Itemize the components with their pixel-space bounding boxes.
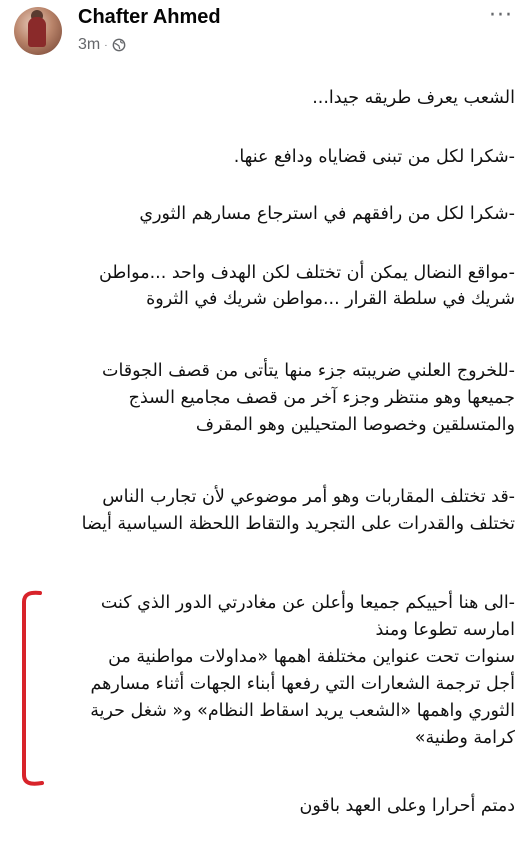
post-time[interactable]: 3m — [78, 36, 101, 53]
post-line: -الى هنا أحييكم جميعا وأعلن عن مغادرتي الدور الذي كنت — [100, 593, 515, 613]
avatar-figure — [28, 17, 46, 47]
post-meta — [78, 36, 126, 54]
post-line: جميعها وهو منتظر وجزء آخر من قصف مجاميع السذج — [128, 388, 515, 408]
post-line: سنوات تحت عنواين مختلفة اهمها «مداولات مواطنية من — [108, 647, 515, 667]
post-header — [0, 0, 529, 60]
more-options-icon[interactable]: ··· — [489, 3, 513, 28]
post-line: -مواقع النضال يمكن أن تختلف لكن الهدف واحد ...مواطن — [99, 263, 515, 283]
post-line: والمتسلقين وخصوصا المتحيلين وهو المقرف — [195, 415, 515, 435]
post-line: -شكرا لكل من رافقهم في استرجاع مسارهم الثوري — [139, 204, 515, 224]
post-line: كرامة وطنية» — [414, 728, 515, 748]
red-bracket-annotation — [16, 590, 46, 790]
post-line: -قد تختلف المقاربات وهو أمر موضوعي لأن تجارب الناس — [102, 487, 515, 507]
post-line: دمتم أحرارا وعلى العهد باقون — [299, 796, 515, 816]
globe-icon[interactable] — [112, 38, 126, 52]
post-body — [0, 66, 529, 846]
avatar[interactable] — [14, 7, 62, 55]
post-line: شريك في سلطة القرار ...مواطن شريك في الثروة — [146, 289, 515, 309]
post-line: -شكرا لكل من تبنى قضاياه ودافع عنها. — [233, 147, 515, 167]
post-line: امارسه تطوعا ومنذ — [375, 620, 515, 640]
post-line: -للخروج العلني ضريبته جزء منها يتأتى من قصف الجوقات — [101, 361, 515, 381]
post-line: الثوري واهمها «الشعب يريد اسقاط النظام» و« شغل حرية — [90, 701, 515, 721]
post-line: أجل ترجمة الشعارات التي رفعها أبناء الجهات أثناء مسارهم — [90, 674, 515, 694]
author-name[interactable]: Chafter Ahmed — [78, 6, 221, 28]
meta-separator: · — [104, 39, 108, 51]
post-line: الشعب يعرف طريقه جيدا... — [312, 88, 515, 108]
post-line: تختلف والقدرات على التجريد والتقاط اللحظة السياسية أيضا — [81, 514, 515, 534]
